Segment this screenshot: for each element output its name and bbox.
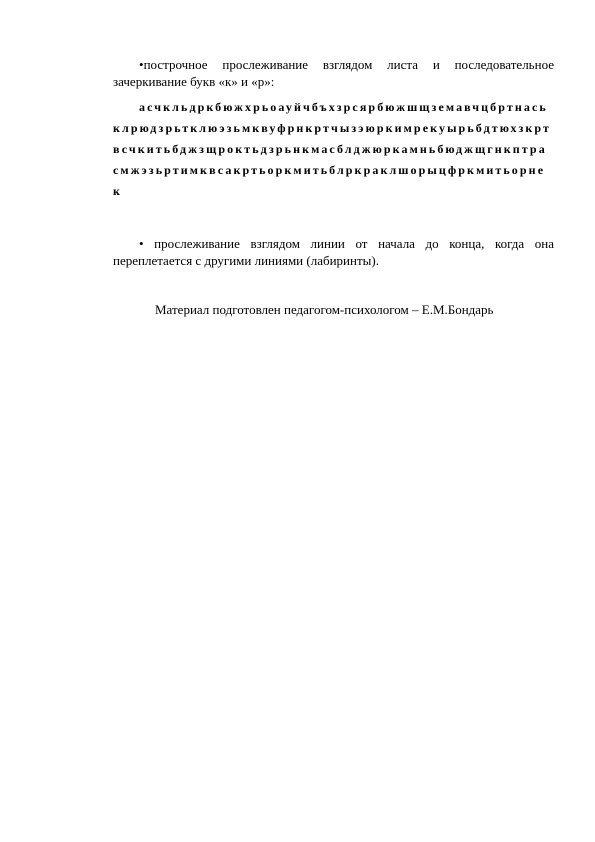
- bullet-marker: •: [139, 236, 144, 251]
- paragraph-line-tracking: [113, 56, 554, 90]
- letter-sequence: асчкльдркбюжхрьоауйчбъхзрсярбюжшщземавчцбртнаськлрюдзрьтклюэзьмквуфрнкртчызэюркимрекуырьбдтюхзкртвсчкитьбджзщроктьдзрьнкмасблджюркамньбюджщгнкптрасмжэзьртимквсакртьоркмитьблркраклшорыцфркмитьорнек: [113, 100, 552, 198]
- paragraph-maze-tracking: [113, 235, 554, 269]
- document-body: [113, 56, 554, 269]
- paragraph-text: построчное прослеживание взглядом листа и последовательное зачеркивание букв «к» и «р»:: [113, 57, 554, 89]
- bullet-marker: •: [139, 57, 144, 72]
- paragraph-text: прослеживание взглядом линии от начала до конца, когда она переплетается с другими линиями (лабиринты).: [113, 236, 555, 268]
- author-credit: Материал подготовлен педагогом-психологом – Е.М.Бондарь: [155, 302, 494, 317]
